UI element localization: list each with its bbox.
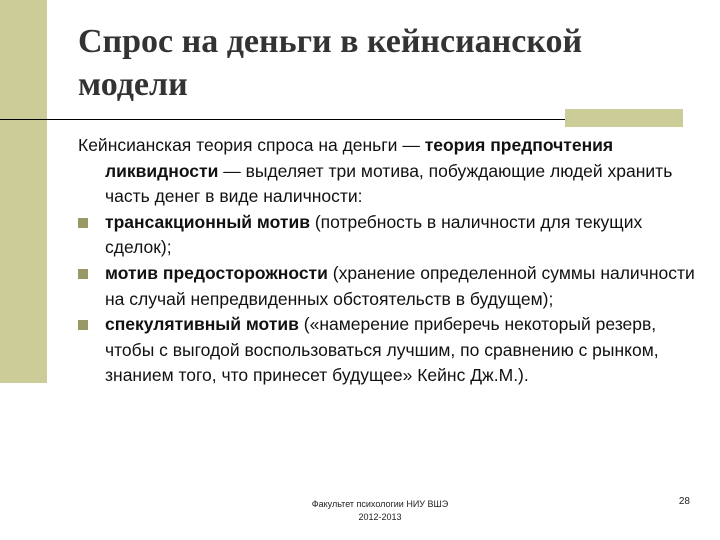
footer-years: 2012-2013 (358, 512, 402, 522)
bullet-item-precaution (78, 261, 698, 312)
side-accent-bar (0, 0, 47, 383)
bullet-term: мотив предосторожности (105, 262, 328, 283)
bullet-text: (потребность в наличности для текущих сделок); (105, 211, 643, 258)
bullet-text: (хранение определенной суммы наличности на случай непредвиденных обстоятельств в будущем); (105, 262, 695, 309)
bullet-term: спекулятивный мотив (105, 314, 299, 335)
title-divider (0, 119, 600, 120)
square-bullet-icon (78, 320, 88, 330)
slide-title: Спрос на деньги в кейнсианской модели (78, 23, 583, 103)
slide-footer (290, 498, 470, 524)
intro-paragraph (78, 133, 698, 210)
bullet-item-transaction (78, 210, 698, 261)
intro-text-1: Кейнсианская теория спроса на деньги — (78, 135, 425, 155)
bullet-term: трансакционный мотив (105, 211, 310, 232)
square-bullet-icon (78, 269, 88, 279)
title-accent-box (565, 109, 683, 127)
page-number: 28 (678, 496, 690, 507)
bullet-item-speculative (78, 312, 698, 389)
square-bullet-icon (78, 218, 88, 228)
footer-faculty: Факультет психологии НИУ ВШЭ (311, 499, 449, 509)
intro-text-2: — выделяет три мотива, побуждающие людей хранить часть денег в виде наличности: (105, 160, 673, 207)
bullet-text: («намерение приберечь некоторый резерв, чтобы с выгодой воспользоваться лучшим, по сравнению с рынком, знанием того, что принесет будущее» Кейнс Дж.М.). (105, 314, 659, 386)
slide-body (78, 133, 698, 389)
intro-bold-term: теория предпочтения ликвидности (105, 135, 614, 181)
